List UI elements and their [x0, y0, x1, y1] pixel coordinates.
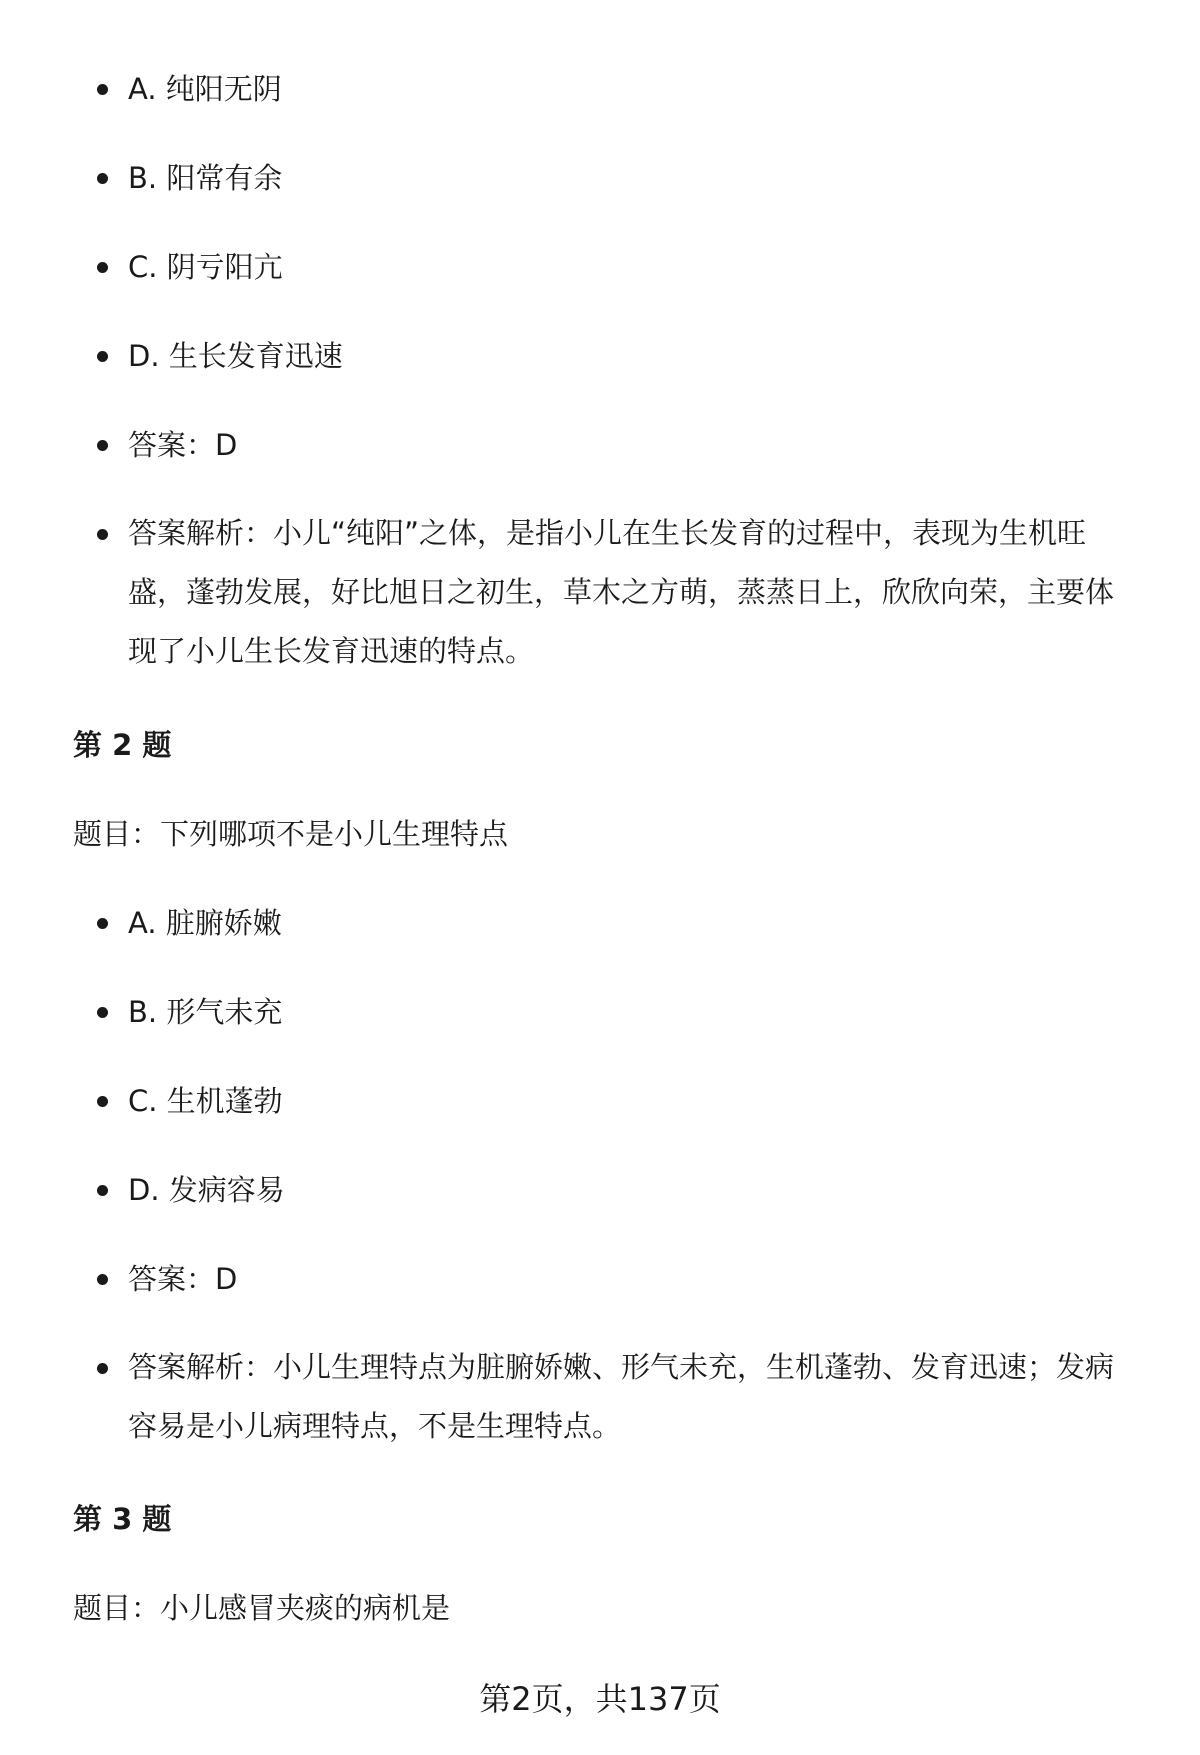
- q2-heading: 第 2 题: [73, 728, 172, 762]
- q2-option-b: B. 形气未充: [0, 992, 1200, 1032]
- q3-heading: 第 3 题: [73, 1502, 172, 1536]
- q2-option-list: [0, 903, 1200, 1456]
- q1-option-list: [0, 69, 1200, 681]
- q2-option-d: D. 发病容易: [0, 1170, 1200, 1210]
- q2-question: 题目：下列哪项不是小儿生理特点: [73, 817, 509, 851]
- q1-answer: 答案：D: [0, 425, 1200, 465]
- q1-option-d: D. 生长发育迅速: [0, 336, 1200, 376]
- q2-block: [0, 903, 1200, 1505]
- q1-option-a: A. 纯阳无阴: [0, 69, 1200, 109]
- q1-block: [0, 69, 1200, 730]
- page-footer: 第2页，共137页: [479, 1680, 721, 1718]
- q2-option-a: A. 脏腑娇嫩: [0, 903, 1200, 943]
- q2-answer: 答案：D: [0, 1259, 1200, 1299]
- q1-analysis: 答案解析：小儿“纯阳”之体，是指小儿在生长发育的过程中，表现为生机旺盛，蓬勃发展，好比旭日之初生，草木之方萌，蒸蒸日上，欣欣向荣，主要体现了小儿生长发育迅速的特点。: [0, 504, 1200, 681]
- q1-option-c: C. 阴亏阳亢: [0, 247, 1200, 287]
- q2-option-c: C. 生机蓬勃: [0, 1081, 1200, 1121]
- q1-option-b: B. 阳常有余: [0, 158, 1200, 198]
- q2-analysis: 答案解析：小儿生理特点为脏腑娇嫩、形气未充，生机蓬勃、发育迅速；发病容易是小儿病理特点，不是生理特点。: [0, 1338, 1200, 1456]
- q3-question: 题目：小儿感冒夹痰的病机是: [73, 1591, 451, 1625]
